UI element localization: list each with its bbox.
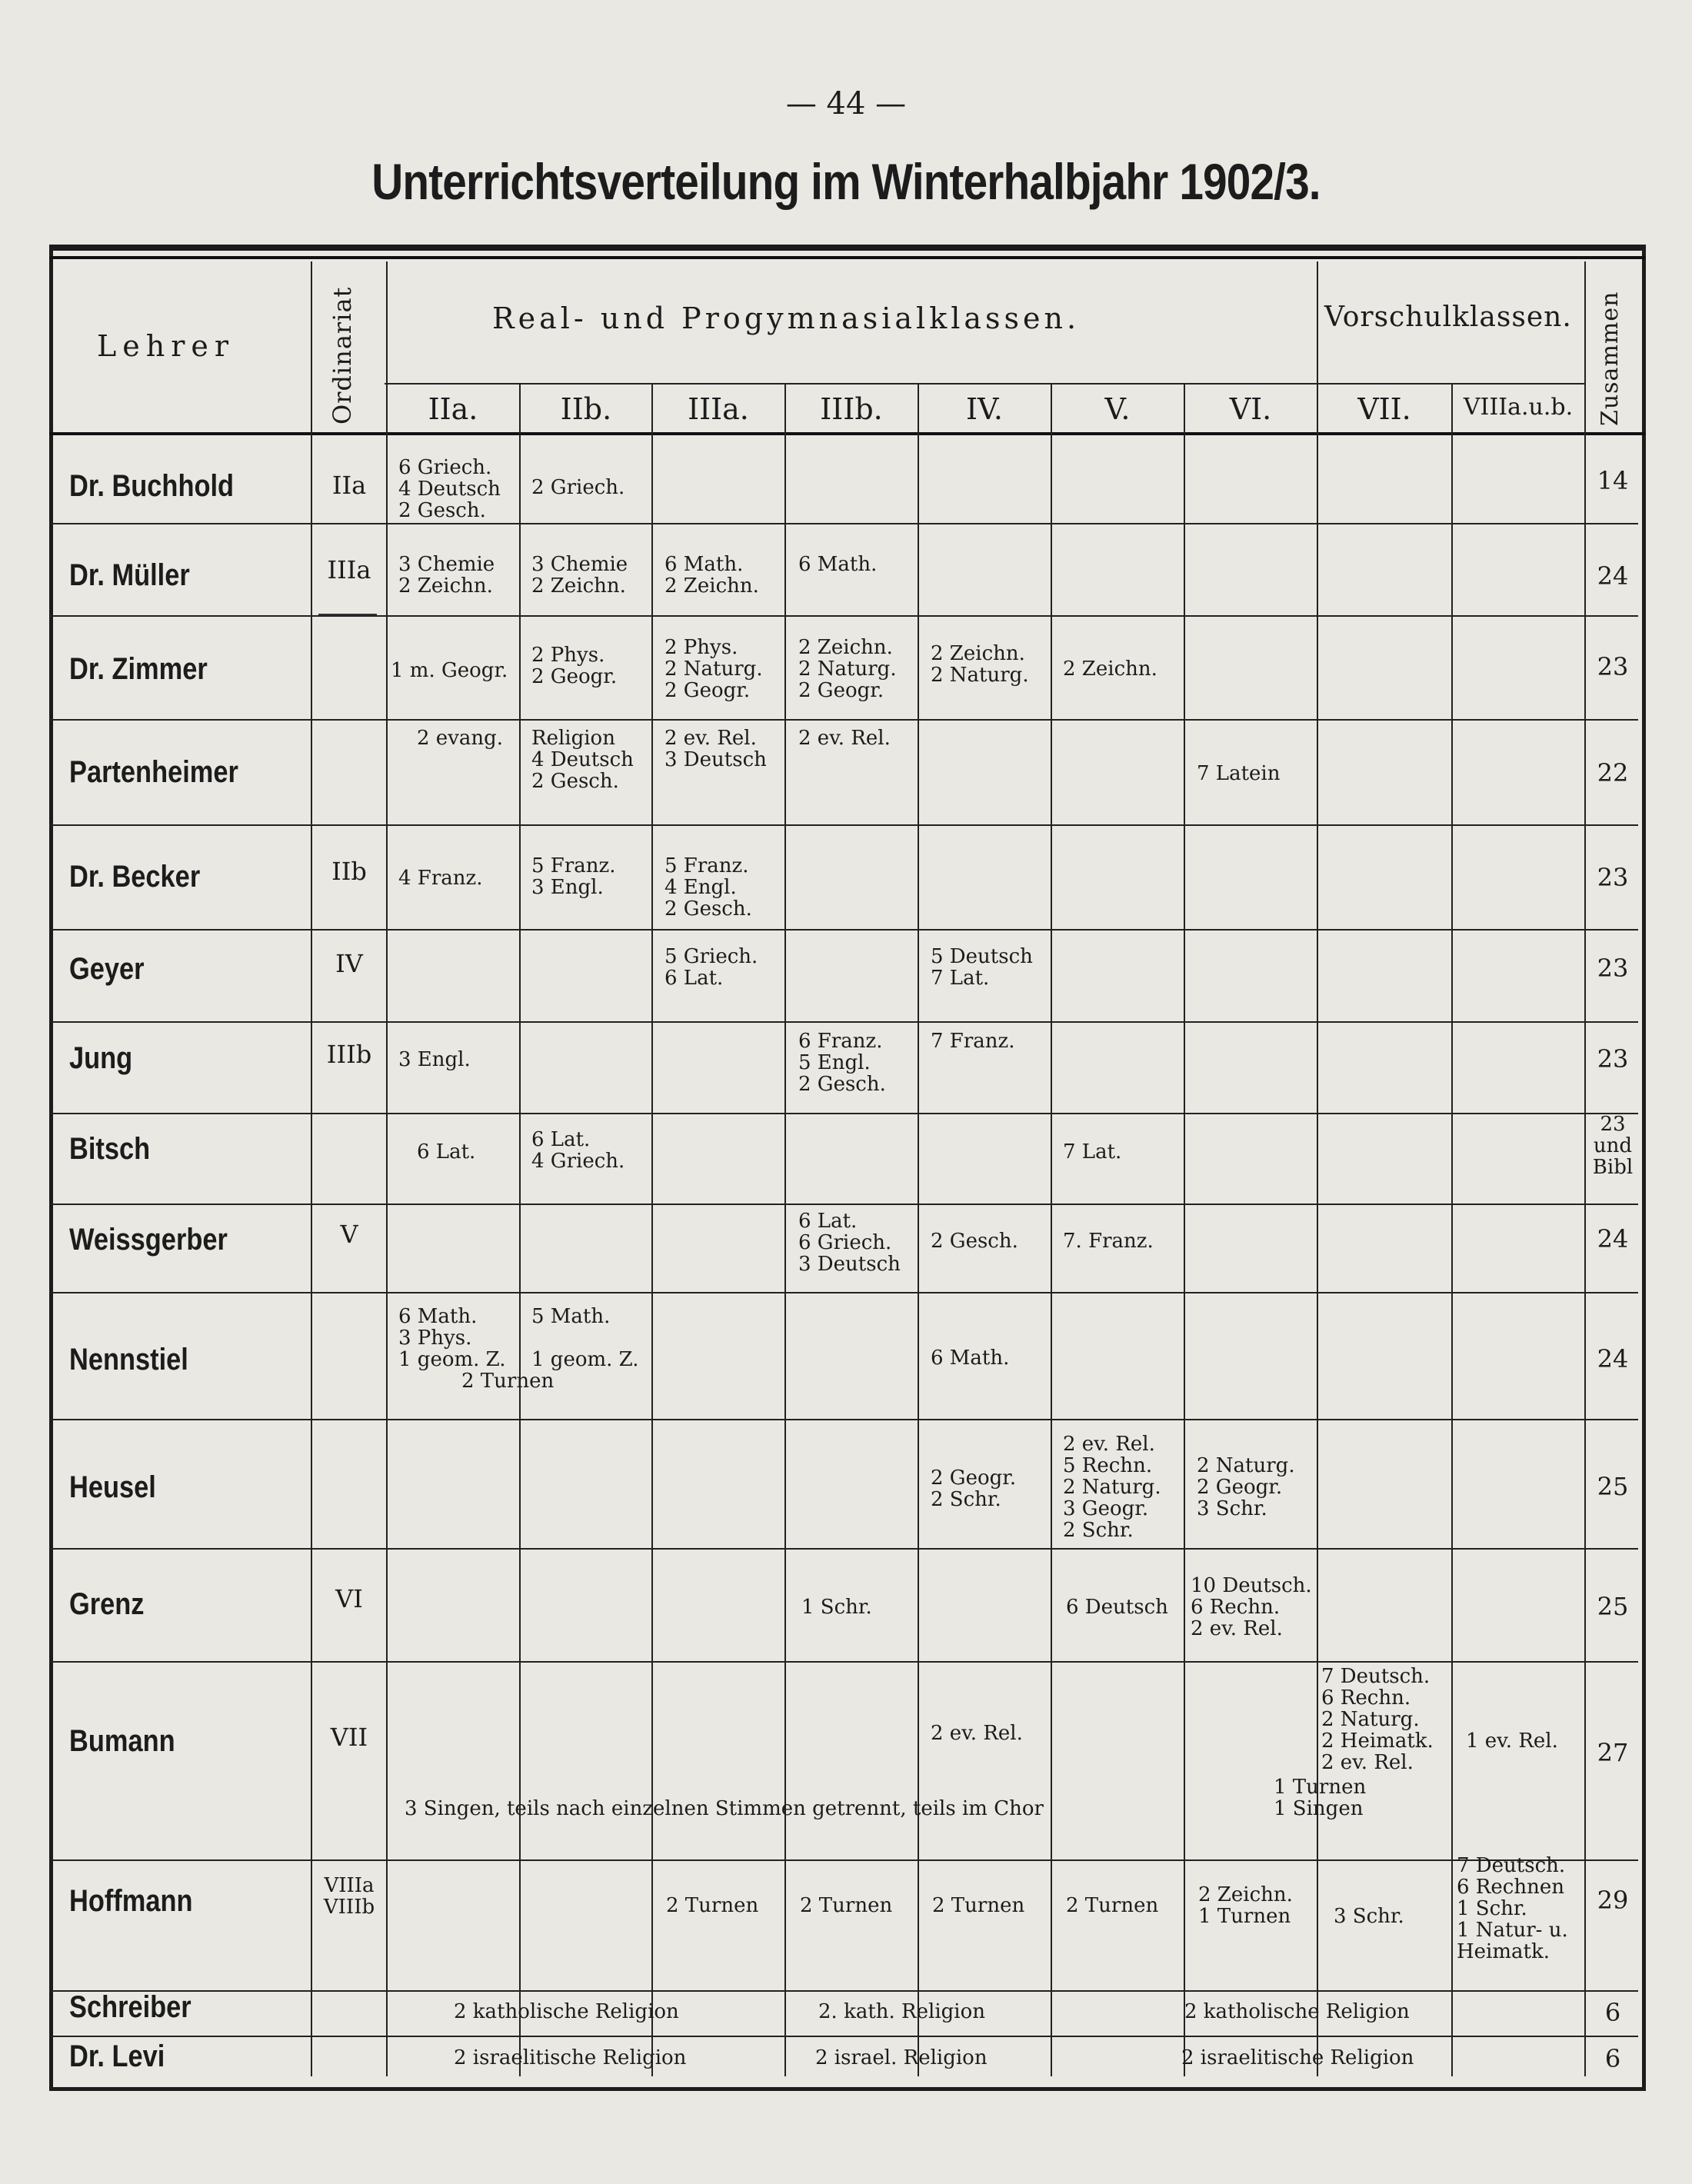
teacher-name: Dr. Levi — [69, 2039, 165, 2073]
lesson-cell: 7 Franz. — [931, 1030, 1015, 1053]
teacher-name: Partenheimer — [69, 755, 238, 789]
total-hours: 29 — [1597, 1886, 1629, 1915]
lesson-cell: 1 Schr. — [801, 1596, 872, 1619]
page-title: Unterrichtsverteilung im Winterhalbjahr 1902/3. — [371, 153, 1321, 210]
header-vorschul-classes: Vorschulklassen. — [1324, 301, 1572, 333]
ordinariat-cell: IIa — [331, 471, 367, 500]
class-header-rule — [385, 383, 1586, 385]
total-hours: 23 — [1597, 1044, 1629, 1074]
lesson-cell: 2 Turnen — [666, 1894, 759, 1917]
lesson-cell: 2 katholische Religion — [1184, 2000, 1410, 2023]
row-rule — [49, 615, 1638, 617]
ordinariat-cell: VIIIa VIIIb — [323, 1874, 375, 1919]
row-rule — [49, 1990, 1638, 1992]
lesson-cell: 7 Deutsch. 6 Rechn. 2 Naturg. 2 Heimatk. 2 ev. Rel. — [1321, 1665, 1434, 1774]
total-hours: 6 — [1604, 1998, 1621, 2027]
lesson-cell: 5 Deutsch 7 Lat. — [931, 945, 1033, 990]
lesson-cell: 2 Geogr. 2 Schr. — [931, 1467, 1017, 1511]
lesson-cell: Religion 4 Deutsch 2 Gesch. — [531, 727, 634, 793]
row-rule — [49, 1021, 1638, 1023]
lesson-cell: 2 katholische Religion — [454, 2000, 679, 2023]
lesson-cell: 2 Turnen — [800, 1894, 893, 1917]
lesson-cell: 3 Singen, teils nach einzelnen Stimmen getrennt, teils im Chor — [405, 1797, 1044, 1820]
col-line — [311, 261, 312, 2076]
total-hours: 25 — [1597, 1592, 1629, 1621]
lesson-cell: 1 ev. Rel. — [1466, 1730, 1558, 1753]
total-hours: 22 — [1597, 758, 1629, 787]
lesson-cell: 5 Math. 1 geom. Z. — [531, 1305, 639, 1371]
lesson-cell: 3 Engl. — [398, 1048, 471, 1071]
lesson-cell: 2 israelitische Religion — [1181, 2046, 1414, 2069]
lesson-cell: 6 Math. — [798, 553, 878, 576]
teacher-name: Jung — [69, 1041, 133, 1075]
row-rule — [49, 1204, 1638, 1205]
row-rule — [49, 1419, 1638, 1420]
total-hours: 14 — [1597, 466, 1629, 495]
class-IIb: IIb. — [560, 392, 612, 426]
lesson-cell: 6 Math. 2 Zeichn. — [664, 553, 759, 598]
class-IV: IV. — [966, 392, 1003, 426]
total-hours: 27 — [1597, 1738, 1629, 1767]
header-zusammen: Zusammen — [1597, 291, 1624, 426]
teacher-name: Bumann — [69, 1724, 175, 1758]
lesson-cell: 2 Zeichn. — [1063, 658, 1157, 681]
lesson-cell: 2 Naturg. 2 Geogr. 3 Schr. — [1197, 1454, 1295, 1520]
teacher-name: Bitsch — [69, 1132, 151, 1166]
lesson-cell: 2 Gesch. — [931, 1230, 1018, 1253]
row-rule — [49, 929, 1638, 931]
lesson-cell: 1 Turnen 1 Singen — [1274, 1776, 1367, 1820]
total-hours: 24 — [1597, 1344, 1629, 1373]
total-hours: 23 und Bibl — [1592, 1113, 1634, 1179]
teacher-name: Heusel — [69, 1470, 156, 1504]
lesson-cell: 6 Math. — [931, 1347, 1010, 1370]
col-line — [1451, 385, 1453, 2076]
lesson-cell: 2 ev. Rel. — [931, 1722, 1023, 1745]
lesson-cell: 2 Turnen — [1066, 1894, 1159, 1917]
lesson-cell: 5 Franz. 3 Engl. — [531, 854, 616, 899]
header-bottom-rule — [49, 432, 1646, 435]
teacher-name: Nennstiel — [69, 1343, 188, 1377]
teacher-name: Dr. Becker — [69, 860, 201, 894]
ordinariat-cell: IV — [335, 949, 363, 978]
lesson-cell: 6 Lat. 6 Griech. 3 Deutsch — [798, 1210, 901, 1276]
col-line — [519, 385, 521, 2076]
class-IIa: IIa. — [428, 392, 478, 426]
lesson-cell: 7 Deutsch. 6 Rechnen 1 Schr. 1 Natur- u. Heimatk. — [1457, 1854, 1568, 1963]
ordinariat-cell: IIIb — [326, 1040, 372, 1069]
lesson-cell: 6 Lat. 4 Griech. — [531, 1128, 625, 1173]
lesson-cell: 2 israelitische Religion — [454, 2046, 687, 2069]
teacher-name: Dr. Zimmer — [69, 652, 208, 686]
header-top-rule — [49, 256, 1646, 259]
lesson-cell: 2 evang. — [417, 727, 504, 750]
teacher-name: Geyer — [69, 952, 145, 986]
teacher-name: Dr. Müller — [69, 558, 190, 592]
row-rule — [49, 719, 1638, 721]
lesson-cell: 2 ev. Rel. — [798, 727, 891, 750]
lesson-cell: 3 Chemie 2 Zeichn. — [531, 553, 628, 598]
teacher-name: Hoffmann — [69, 1884, 193, 1918]
lesson-cell: 2 Phys. 2 Naturg. 2 Geogr. — [664, 636, 763, 702]
page-number: — 44 — — [785, 86, 907, 122]
lesson-cell: 4 Franz. — [398, 867, 483, 890]
row-rule — [49, 824, 1638, 826]
header-teacher: Lehrer — [97, 329, 235, 363]
row-rule — [49, 1859, 1638, 1861]
lesson-cell: 6 Griech. 4 Deutsch 2 Gesch. — [398, 456, 501, 522]
lesson-cell: 7 Latein — [1197, 762, 1281, 785]
ordinariat-cell: IIIa — [327, 555, 371, 584]
lesson-cell: 2 Zeichn. 2 Naturg. 2 Geogr. — [798, 636, 897, 702]
ordinariat-cell: VII — [330, 1723, 368, 1752]
lesson-cell: 1 m. Geogr. — [391, 659, 508, 682]
lesson-cell: 2 Zeichn. 2 Naturg. — [931, 642, 1029, 687]
teacher-name: Dr. Buchhold — [69, 469, 235, 503]
lesson-cell: 5 Franz. 4 Engl. 2 Gesch. — [664, 854, 752, 921]
lesson-cell: 3 Chemie 2 Zeichn. — [398, 553, 495, 598]
header-real-classes: Real- und Progymnasialklassen. — [492, 301, 1081, 335]
teacher-name: Schreiber — [69, 1990, 192, 2024]
total-hours: 25 — [1597, 1472, 1629, 1501]
lesson-cell: 6 Lat. — [417, 1140, 476, 1164]
row-rule — [49, 1661, 1638, 1663]
lesson-cell: 7. Franz. — [1063, 1230, 1154, 1253]
class-IIIb: IIIb. — [820, 392, 883, 426]
ordinariat-cell: V — [340, 1220, 358, 1249]
row-rule — [49, 1548, 1638, 1550]
total-hours: 23 — [1597, 652, 1629, 681]
lesson-cell: 2 ev. Rel. 5 Rechn. 2 Naturg. 3 Geogr. 2 Schr. — [1063, 1433, 1161, 1542]
col-line — [1184, 385, 1185, 2076]
total-hours: 6 — [1604, 2044, 1621, 2073]
lesson-cell: 2 Griech. — [531, 476, 625, 499]
col-line — [386, 261, 388, 2076]
class-V: V. — [1104, 392, 1131, 426]
col-line — [918, 385, 919, 2076]
ordinariat-cell: VI — [335, 1584, 363, 1613]
total-hours: 23 — [1597, 863, 1629, 892]
lesson-cell: 3 Schr. — [1334, 1905, 1404, 1928]
col-line — [1051, 385, 1052, 2076]
class-VI: VI. — [1229, 392, 1272, 426]
lesson-cell: 2 israel. Religion — [815, 2046, 988, 2069]
row-rule — [49, 1113, 1638, 1114]
lesson-cell: 2. kath. Religion — [818, 2000, 986, 2023]
lesson-cell: 2 Zeichn. 1 Turnen — [1198, 1883, 1293, 1928]
col-line — [784, 385, 786, 2076]
lesson-cell: 2 Phys. 2 Geogr. — [531, 644, 618, 688]
lesson-cell: 6 Deutsch — [1066, 1596, 1168, 1619]
teacher-name: Grenz — [69, 1587, 145, 1621]
ordinariat-cell: IIb — [331, 857, 367, 886]
class-VIII-a-b: VIIIa.u.b. — [1463, 394, 1574, 421]
lesson-cell: 5 Griech. 6 Lat. — [664, 945, 758, 990]
lesson-cell: 2 ev. Rel. 3 Deutsch — [664, 727, 767, 771]
row-rule — [49, 523, 1638, 524]
row-rule — [49, 2036, 1638, 2037]
ordinariat-dash — [318, 614, 377, 615]
lesson-cell: 7 Lat. — [1063, 1140, 1122, 1164]
total-hours: 24 — [1597, 561, 1629, 591]
lesson-cell: 6 Franz. 5 Engl. 2 Gesch. — [798, 1030, 886, 1096]
class-IIIa: IIIa. — [688, 392, 749, 426]
teacher-name: Weissgerber — [69, 1223, 228, 1257]
total-hours: 24 — [1597, 1224, 1629, 1253]
lesson-cell: 2 Turnen — [461, 1370, 555, 1393]
col-line — [651, 385, 653, 2076]
total-hours: 23 — [1597, 954, 1629, 983]
header-ordinariat: Ordinariat — [328, 286, 357, 424]
row-rule — [49, 1292, 1638, 1293]
class-VII: VII. — [1357, 392, 1411, 426]
lesson-cell: 6 Math. 3 Phys. 1 geom. Z. — [398, 1305, 506, 1371]
lesson-cell: 2 Turnen — [932, 1894, 1025, 1917]
lesson-cell: 10 Deutsch. 6 Rechn. 2 ev. Rel. — [1191, 1574, 1312, 1640]
